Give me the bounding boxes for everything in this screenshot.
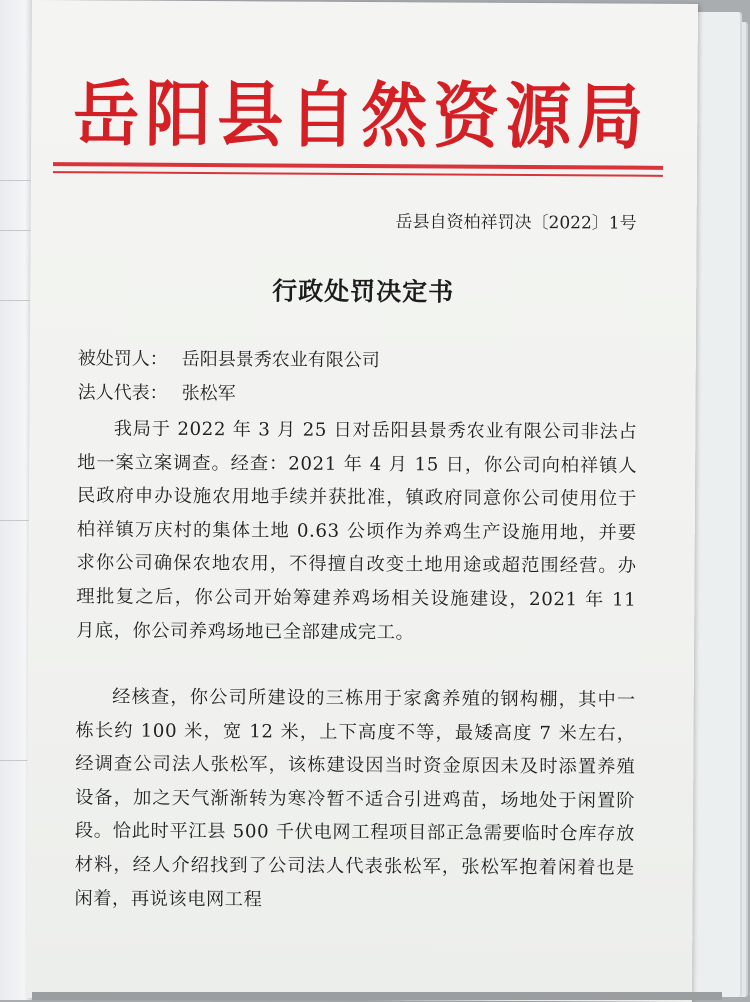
letterhead-rule-thin bbox=[53, 171, 663, 176]
representative-label: 法人代表： bbox=[77, 382, 168, 404]
agency-letterhead: 岳阳县自然资源局 bbox=[73, 71, 650, 160]
representative-value: 张松军 bbox=[181, 382, 236, 405]
representative-line bbox=[78, 378, 236, 405]
letterhead-rule-thick bbox=[53, 162, 663, 170]
desk-edge bbox=[32, 992, 722, 1000]
document-page bbox=[26, 0, 698, 1002]
respondent-label: 被处罚人： bbox=[77, 348, 168, 370]
respondent-value: 岳阳县景秀农业有限公司 bbox=[181, 348, 380, 372]
body-paragraph: 我局于 2022 年 3 月 25 日对岳阳县景秀农业有限公司非法占地一案立案调查。经查：2021 年 4 月 15 日，你公司向柏祥镇人民政府申办设施农用地手续并获批准，镇政府同意你公司使用位于柏祥镇万庆村的集体土地 0.63 公顷作为养鸡生产设施用地，并要求你公司确保农地农用，不得擅自改变土地用途或超范围经营。办理批复之后，你公司开始筹建养鸡场相关设施建设，2021 年 11 月底，你公司养鸡场地已全部建成完工。 bbox=[76, 418, 638, 643]
document-number: 岳县自资柏祥罚决〔2022〕1号 bbox=[395, 212, 637, 234]
document-heading: 行政处罚决定书 bbox=[272, 276, 455, 307]
respondent-line bbox=[78, 344, 380, 372]
body-paragraph: 经核查，你公司所建设的三栋用于家禽养殖的钢构棚，其中一栋长约 100 米，宽 12 米，上下高度不等，最矮高度 7 米左右，经调查公司法人张松军，该栋建设因当时资金原因未及时添置养殖设备，加之天气渐渐转为寒冷暂不适合引进鸡苗，场地处于闲置阶段。恰此时平江县 500 千伏电网工程项目部正急需要临时仓库存放材料，经人介绍找到了公司法人代表张松军，张松军抱着闲着也是闲着，再说该电网工程 bbox=[74, 686, 636, 910]
